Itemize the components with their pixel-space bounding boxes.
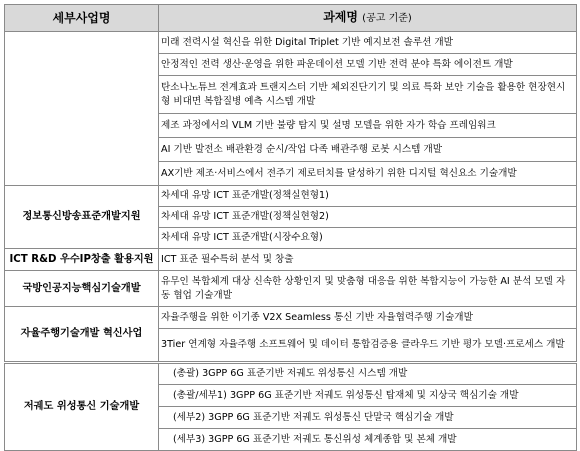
- table-row: [5, 32, 577, 54]
- table-row: [5, 271, 577, 307]
- header-task-note: (공고 기준): [362, 13, 412, 24]
- task-cell: AX기반 제조·서비스에서 전주기 제로터치를 달성하기 위한 디지털 혁신요소 기술개발: [159, 162, 577, 186]
- task-cell: 차세대 유망 ICT 표준개발(정책실현형1): [159, 186, 577, 207]
- task-cell: 제조 과정에서의 VLM 기반 불량 탐지 및 설명 모델을 위한 자가 학습 프레임워크: [159, 114, 577, 138]
- table-header-row: [5, 5, 577, 32]
- project-table: [4, 4, 577, 451]
- task-cell: (세부3) 3GPP 6G 표준기반 저궤도 통신위성 체계종합 및 본체 개발: [159, 429, 577, 451]
- table-row: [5, 363, 577, 385]
- header-task-label: 과제명: [323, 10, 358, 24]
- project-cell: 정보통신방송표준개발지원: [5, 186, 159, 249]
- task-cell: 탄소나노튜브 전계효과 트랜지스터 기반 체외진단기기 및 의료 특화 보안 기술을 활용한 현장현시형 비대면 복합질병 예측 시스템 개발: [159, 76, 577, 114]
- task-cell: 미래 전력시설 혁신을 위한 Digital Triplet 기반 예지보전 솔루션 개발: [159, 32, 577, 54]
- table-row: [5, 186, 577, 207]
- project-cell: 저궤도 위성통신 기술개발: [5, 363, 159, 451]
- project-cell: 자율주행기술개발 혁신사업: [5, 307, 159, 363]
- task-cell: ICT 표준 필수특허 분석 및 창출: [159, 249, 577, 271]
- task-cell: (세부2) 3GPP 6G 표준기반 저궤도 위성통신 단말국 핵심기술 개발: [159, 407, 577, 429]
- table-row: [5, 307, 577, 329]
- task-cell: 유무인 복합체계 대상 신속한 상황인지 및 맞춤형 대응을 위한 복합지능이 가능한 AI 분석 모델 자동 협업 기술개발: [159, 271, 577, 307]
- task-cell: 차세대 유망 ICT 표준개발(정책실현형2): [159, 207, 577, 228]
- task-cell: 3Tier 연계형 자율주행 소프트웨어 및 데이터 통합검증용 클라우드 기반 평가 모델·프로세스 개발: [159, 329, 577, 363]
- task-cell: AI 기반 발전소 배관환경 순시/작업 다족 배관주행 로봇 시스템 개발: [159, 138, 577, 162]
- task-cell: 자율주행을 위한 이기종 V2X Seamless 통신 기반 자율협력주행 기술개발: [159, 307, 577, 329]
- header-task: [159, 5, 577, 32]
- task-cell: (총괄) 3GPP 6G 표준기반 저궤도 위성통신 시스템 개발: [159, 363, 577, 385]
- task-cell: 차세대 유망 ICT 표준개발(시장수요형): [159, 228, 577, 249]
- project-cell: ICT R&D 우수IP창출 활용지원: [5, 249, 159, 271]
- task-cell: (총괄/세부1) 3GPP 6G 표준기반 저궤도 위성통신 탑재체 및 지상국 핵심기술 개발: [159, 385, 577, 407]
- header-project-label: 세부사업명: [52, 11, 111, 25]
- project-table-container: [4, 4, 576, 445]
- project-cell: 국방인공지능핵심기술개발: [5, 271, 159, 307]
- task-cell: 안정적인 전력 생산·운영을 위한 파운데이션 모델 기반 전력 분야 특화 에이전트 개발: [159, 54, 577, 76]
- project-cell: [5, 32, 159, 186]
- table-row: [5, 249, 577, 271]
- header-project: [5, 5, 159, 32]
